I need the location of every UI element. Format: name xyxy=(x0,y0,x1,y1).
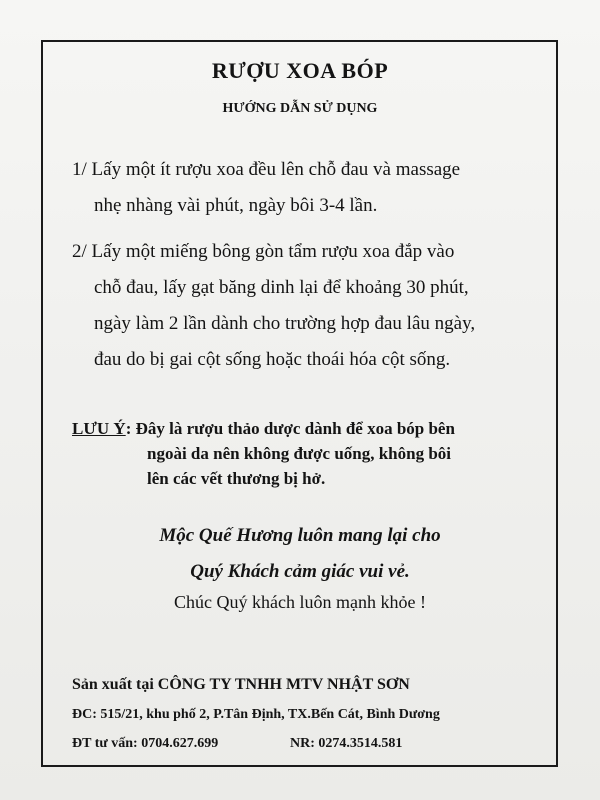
wish-text: Chúc Quý khách luôn mạnh khỏe ! xyxy=(174,592,426,612)
step-2-line-3: ngày làm 2 lần dành cho trường hợp đau lâu ngày, xyxy=(94,313,476,334)
border-frame xyxy=(41,40,558,767)
nr-text: NR: 0274.3514.581 xyxy=(290,736,403,751)
contact-line xyxy=(72,736,403,752)
step-2-line-2: chỗ đau, lấy gạt băng dinh lại để khoảng 30 phút, xyxy=(94,277,469,298)
note-line-3: lên các vết thương bị hở. xyxy=(147,469,326,488)
step-2-line-4: đau do bị gai cột sống hoặc thoái hóa cột sống. xyxy=(94,349,451,370)
step-2-line-1: 2/ Lấy một miếng bông gòn tẩm rượu xoa đắp vào xyxy=(72,241,455,262)
slogan-line-1: Mộc Quế Hương luôn mang lại cho xyxy=(159,525,441,546)
warning-note xyxy=(72,416,542,491)
address-line: ĐC: 515/21, khu phố 2, P.Tân Định, TX.Bến Cát, Bình Dương xyxy=(72,707,440,722)
note-colon: : xyxy=(125,419,132,438)
instruction-step-1 xyxy=(72,152,542,224)
document-subtitle: HƯỚNG DẪN SỬ DỤNG xyxy=(222,101,378,116)
producer-line: Sản xuất tại CÔNG TY TNHH MTV NHẬT SƠN xyxy=(72,676,410,693)
hotline-text: ĐT tư vấn: 0704.627.699 xyxy=(72,736,219,751)
instruction-step-2 xyxy=(72,234,542,378)
note-line-1: Đây là rượu thảo dược dành để xoa bóp bên xyxy=(135,419,455,438)
step-1-line-2: nhẹ nhàng vài phút, ngày bôi 3-4 lần. xyxy=(94,195,378,216)
slogan-line-2: Quý Khách cảm giác vui vẻ. xyxy=(190,561,410,582)
note-label: LƯU Ý xyxy=(72,419,126,438)
document-title: RƯỢU XOA BÓP xyxy=(211,58,389,83)
note-line-2: ngoài da nên không được uống, không bôi xyxy=(147,444,452,463)
step-1-line-1: 1/ Lấy một ít rượu xoa đều lên chỗ đau và massage xyxy=(72,159,461,180)
